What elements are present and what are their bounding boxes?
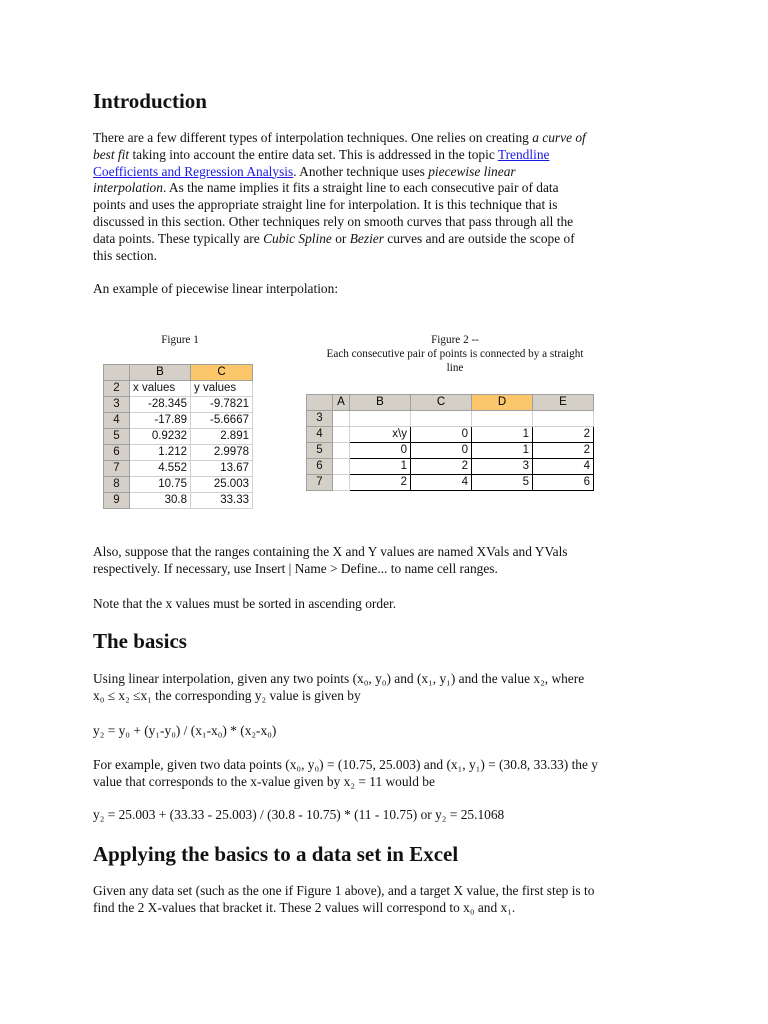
basics-heading: The basics xyxy=(93,629,187,653)
corner-cell xyxy=(307,395,333,411)
table-cell[interactable]: 5 xyxy=(472,475,533,491)
table-cell[interactable]: 30.8 xyxy=(130,493,191,509)
table-cell[interactable] xyxy=(411,411,472,427)
table-cell[interactable]: 1.212 xyxy=(130,445,191,461)
row-header[interactable]: 4 xyxy=(307,427,333,443)
figure2-caption: Figure 2 -- Each consecutive pair of points is connected by a straight line xyxy=(326,334,584,374)
table-cell[interactable] xyxy=(472,411,533,427)
column-header-c[interactable]: C xyxy=(191,365,253,381)
table-cell[interactable]: -5.6667 xyxy=(191,413,253,429)
basics-paragraph: Using linear interpolation, given any two points (x₀, y₀) and (x₁, y₁) and the value x₂, where x₀ ≤ x₂ ≤x₁ the corresponding y₂ value is given by xyxy=(93,671,585,703)
table-cell[interactable]: 0 xyxy=(411,427,472,443)
table-cell[interactable]: y values xyxy=(191,381,253,397)
row-header[interactable]: 6 xyxy=(104,445,130,461)
example-formula: y₂ = 25.003 + (33.33 - 25.003) / (30.8 - 10.75) * (11 - 10.75) or y₂ = 25.1068 xyxy=(93,807,505,822)
table-cell[interactable]: 13.67 xyxy=(191,461,253,477)
table-cell[interactable]: 2.9978 xyxy=(191,445,253,461)
table-cell[interactable]: 10.75 xyxy=(130,477,191,493)
row-header[interactable]: 9 xyxy=(104,493,130,509)
column-header-e[interactable]: E xyxy=(533,395,594,411)
column-header-b[interactable]: B xyxy=(130,365,191,381)
figure1-spreadsheet xyxy=(103,364,253,509)
interpolation-formula: y₂ = y₀ + (y₁-y₀) / (x₁-x₀) * (x₂-x₀) xyxy=(93,723,277,738)
table-cell[interactable]: 0.9232 xyxy=(130,429,191,445)
table-cell[interactable]: -17.89 xyxy=(130,413,191,429)
table-cell[interactable]: 2.891 xyxy=(191,429,253,445)
column-header-a[interactable]: A xyxy=(333,395,350,411)
figure2-spreadsheet xyxy=(306,394,594,491)
row-header[interactable]: 4 xyxy=(104,413,130,429)
table-cell[interactable] xyxy=(333,443,350,459)
example-paragraph: For example, given two data points (x₀, y₀) = (10.75, 25.003) and (x₁, y₁) = (30.8, 33.33) the y value that corresponds to the x-value given by x₂ = 11 would be xyxy=(93,757,598,789)
row-header[interactable]: 7 xyxy=(307,475,333,491)
table-cell[interactable]: x\y xyxy=(350,427,411,443)
table-cell[interactable]: 2 xyxy=(350,475,411,491)
table-cell[interactable]: 0 xyxy=(411,443,472,459)
table-cell[interactable]: 1 xyxy=(472,443,533,459)
applying-heading: Applying the basics to a data set in Excel xyxy=(93,842,459,866)
table-cell[interactable]: x values xyxy=(130,381,191,397)
table-cell[interactable]: 33.33 xyxy=(191,493,253,509)
sorted-note: Note that the x values must be sorted in ascending order. xyxy=(93,596,397,611)
table-cell[interactable] xyxy=(533,411,594,427)
table-cell[interactable]: 1 xyxy=(472,427,533,443)
row-header[interactable]: 3 xyxy=(307,411,333,427)
row-header[interactable]: 8 xyxy=(104,477,130,493)
row-header[interactable]: 6 xyxy=(307,459,333,475)
table-cell[interactable]: 4 xyxy=(411,475,472,491)
table-cell[interactable]: 2 xyxy=(533,427,594,443)
table-cell[interactable]: -28.345 xyxy=(130,397,191,413)
table-cell[interactable] xyxy=(333,459,350,475)
table-cell[interactable]: 25.003 xyxy=(191,477,253,493)
column-header-d[interactable]: D xyxy=(472,395,533,411)
table-cell[interactable] xyxy=(333,475,350,491)
table-cell[interactable] xyxy=(333,411,350,427)
row-header[interactable]: 7 xyxy=(104,461,130,477)
table-cell[interactable]: 4.552 xyxy=(130,461,191,477)
table-cell[interactable]: 6 xyxy=(533,475,594,491)
introduction-heading: Introduction xyxy=(93,89,207,113)
table-cell[interactable] xyxy=(333,427,350,443)
table-cell[interactable]: -9.7821 xyxy=(191,397,253,413)
row-header[interactable]: 3 xyxy=(104,397,130,413)
example-intro-text: An example of piecewise linear interpolation: xyxy=(93,281,339,296)
table-cell[interactable]: 4 xyxy=(533,459,594,475)
applying-paragraph: Given any data set (such as the one if Figure 1 above), and a target X value, the first step is to find the 2 X-values that bracket it. These 2 values will correspond to x₀ and x₁. xyxy=(93,883,595,915)
table-cell[interactable]: 3 xyxy=(472,459,533,475)
column-header-b[interactable]: B xyxy=(350,395,411,411)
table-cell[interactable]: 0 xyxy=(350,443,411,459)
named-ranges-paragraph: Also, suppose that the ranges containing the X and Y values are named XVals and YVals respectively. If necessary, use Insert | Name > Define... to name cell ranges. xyxy=(93,544,568,576)
row-header[interactable]: 5 xyxy=(104,429,130,445)
table-cell[interactable]: 2 xyxy=(533,443,594,459)
table-cell[interactable]: 1 xyxy=(350,459,411,475)
table-cell[interactable]: 2 xyxy=(411,459,472,475)
row-header[interactable]: 2 xyxy=(104,381,130,397)
row-header[interactable]: 5 xyxy=(307,443,333,459)
trendline-link[interactable]: Trendline xyxy=(497,146,550,162)
figure1-caption: Figure 1 xyxy=(161,334,199,346)
regression-analysis-link[interactable]: Coefficients and Regression Analysis xyxy=(93,163,294,179)
corner-cell xyxy=(104,365,130,381)
intro-paragraph: There are a few different types of interpolation techniques. One relies on creating a curve of best fit taking into account the entire data set. This is addressed in the topic Trendline Coefficients and Regression Analysis. Another technique uses piecewise linear interpolation. As the name implies it fits a straight line to each consecutive pair of data points and uses the appropriate straight line for interpolation. It is this technique that is discussed in this section. Other techniques rely on smooth curves that pass through all the data points. These typically are Cubic Spline or Bezier curves and are outside the scope of this section. xyxy=(93,130,586,263)
table-cell[interactable] xyxy=(350,411,411,427)
column-header-c[interactable]: C xyxy=(411,395,472,411)
